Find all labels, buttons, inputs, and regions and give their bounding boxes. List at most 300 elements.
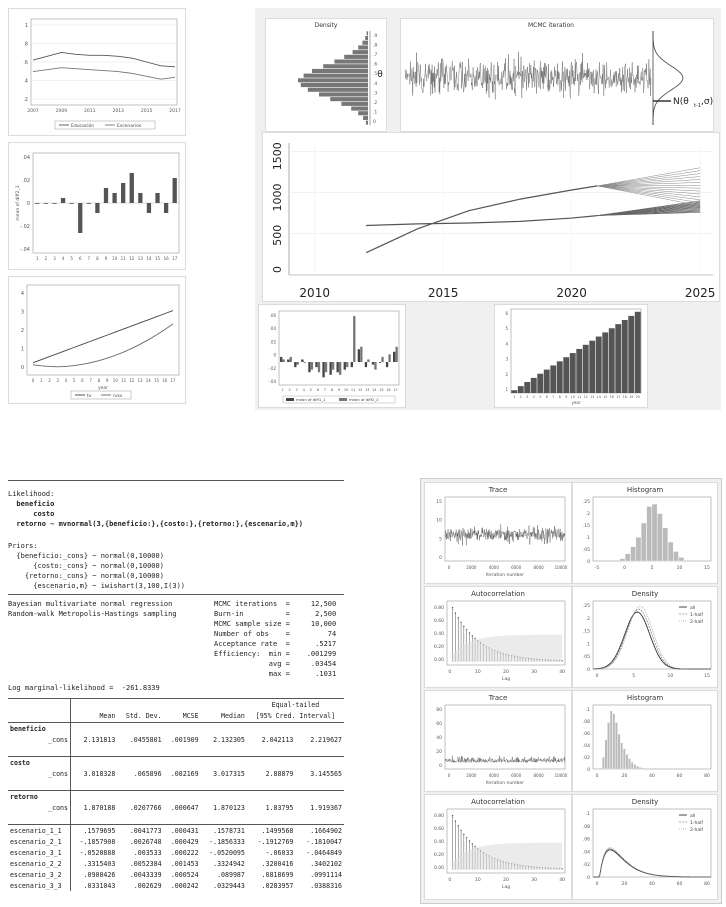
- cell: .000429: [170, 837, 199, 846]
- acf-point: [469, 632, 470, 633]
- cell: 2.88879: [265, 769, 294, 778]
- acf-point: [455, 612, 456, 613]
- cell: .003533: [133, 848, 162, 857]
- legend-label: 1-half: [690, 821, 703, 826]
- x-axis-label: year: [97, 386, 109, 391]
- cell: 1.870188: [83, 803, 116, 812]
- y-tick-label: .06: [269, 313, 276, 318]
- y-tick-label: .06: [582, 837, 590, 843]
- x-tick-label: 4: [532, 395, 535, 399]
- cell: .0388316: [310, 881, 342, 890]
- acf-point: [455, 820, 456, 821]
- density-bar: [330, 97, 368, 101]
- cell: -.0464849: [306, 848, 342, 857]
- density-line: [593, 850, 711, 877]
- y-tick-label: .1: [373, 110, 378, 116]
- cell: 2.042113: [261, 735, 294, 744]
- x-tick-label: 20: [503, 878, 509, 883]
- y-tick-label: 0.20: [433, 645, 444, 650]
- table-row: [8, 880, 344, 891]
- hist-bar: [605, 740, 607, 769]
- bar: [78, 203, 82, 233]
- x-tick-label: 3: [53, 256, 56, 261]
- x-tick-label: 40: [559, 878, 566, 883]
- bar: [563, 357, 569, 393]
- y-tick-label: 0: [439, 556, 442, 561]
- diag-hist-1: [572, 482, 718, 584]
- bar: [325, 362, 327, 372]
- x-tick-label: 0: [447, 773, 451, 778]
- y-tick-label: 5: [505, 326, 508, 332]
- cell: 1.919367: [310, 803, 342, 812]
- summary-right: max = .1031: [214, 670, 337, 678]
- y-tick-label: .02: [22, 178, 30, 184]
- y-tick-label: .08: [582, 824, 590, 830]
- hist-bar: [607, 722, 609, 769]
- y-tick-label: .05: [582, 655, 590, 661]
- x-tick-label: 6: [316, 388, 319, 392]
- y-tick-label: 0.40: [433, 632, 444, 637]
- bar: [322, 362, 324, 377]
- bar: [337, 362, 339, 372]
- x-tick-label: 17: [170, 378, 176, 383]
- summary-right: Number of obs = 74: [214, 630, 337, 638]
- acf-point: [472, 843, 473, 844]
- chart-title: Trace: [488, 486, 508, 494]
- acf-point: [463, 834, 464, 835]
- table-row: [8, 802, 344, 813]
- acf-point: [452, 815, 453, 816]
- bar: [35, 203, 39, 204]
- density-bar: [319, 92, 368, 96]
- x-tick-label: 6000: [511, 773, 522, 778]
- diag-trace-1: [424, 482, 572, 584]
- cell: .001909: [170, 735, 199, 744]
- bar: [583, 345, 589, 393]
- group-name: beneficio: [8, 723, 71, 735]
- x-tick-label: 0: [595, 674, 599, 679]
- diag-acf-2: [424, 794, 572, 900]
- row-label: _cons: [8, 734, 71, 745]
- x-tick-label: 1: [281, 388, 284, 392]
- y-tick-label: .04: [22, 155, 30, 161]
- chart-title: Autocorrelation: [471, 590, 525, 598]
- y-tick-label: .15: [582, 524, 590, 529]
- y-tick-label: 20: [436, 750, 442, 755]
- hist-bar: [679, 557, 684, 561]
- y-axis-label: mean of diff2_1: [16, 185, 21, 221]
- x-tick-label: 2: [44, 256, 48, 261]
- x-tick-label: 5: [539, 395, 542, 399]
- chart-title: Histogram: [626, 486, 664, 494]
- y-tick-label: .6: [373, 62, 378, 68]
- y-tick-label: .02: [582, 756, 590, 761]
- y-tick-label: .04: [269, 326, 276, 332]
- fan-path: [597, 186, 700, 206]
- bar: [393, 352, 395, 362]
- x-tick-label: 19: [629, 395, 634, 399]
- x-tick-label: 5: [309, 388, 312, 392]
- x-tick-label: 6000: [511, 565, 522, 570]
- x-tick-label: 17: [172, 256, 178, 261]
- density-bar: [344, 55, 368, 59]
- bar: [351, 362, 353, 367]
- bar-chart-bottom-center-svg: [259, 305, 405, 407]
- x-tick-label: 2000: [466, 773, 477, 778]
- series-line: [33, 68, 175, 79]
- cell: .3200416: [261, 859, 294, 868]
- estimates-table: [8, 698, 344, 891]
- bar: [294, 362, 296, 367]
- y-tick-label: .2: [23, 97, 28, 103]
- cell: -.06033: [265, 848, 294, 857]
- table-header-equal-tailed: Equal-tailed: [247, 699, 344, 711]
- x-tick-label: 15: [603, 395, 608, 399]
- legend-label: tv: [87, 394, 92, 399]
- cell: -.0520888: [79, 848, 116, 857]
- cell: .000242: [170, 881, 199, 890]
- x-tick-label: 4: [61, 256, 65, 261]
- x-axis-label: year: [571, 400, 581, 405]
- diag-hist-2: [572, 690, 718, 792]
- cell: -.1857908: [79, 837, 116, 846]
- bar: [280, 357, 282, 362]
- series-line: [33, 324, 173, 367]
- diag-density-2-svg: [573, 795, 717, 899]
- cell: .1499568: [247, 825, 296, 837]
- chart-title: Autocorrelation: [471, 798, 525, 806]
- cell: .0329443: [213, 881, 245, 890]
- density-bar: [362, 41, 368, 45]
- trace-line: [445, 756, 565, 763]
- x-tick-label: 2007: [27, 109, 39, 114]
- hist-bar: [636, 766, 638, 769]
- x-tick-label: 4000: [488, 565, 499, 570]
- y-tick-label: 40: [436, 736, 442, 741]
- trace-line: [405, 52, 651, 99]
- bar: [297, 362, 299, 365]
- bar: [353, 316, 355, 362]
- model-line: {retorno:_cons} ~ normal(0,10000): [8, 572, 164, 580]
- x-tick-label: 14: [145, 378, 151, 383]
- hist-bar: [618, 734, 620, 769]
- cell: 3.017315: [213, 769, 245, 778]
- x-axis-label: Lag: [501, 677, 511, 682]
- hist-bar: [628, 759, 630, 769]
- bar: [287, 359, 289, 362]
- acf-point: [472, 635, 473, 636]
- mcmc-trace-panel: [400, 18, 714, 132]
- x-tick-label: 16: [609, 395, 614, 399]
- density-bar: [312, 69, 368, 73]
- x-tick-label: 10: [475, 878, 481, 883]
- legend-label: mean of diff1_1: [296, 397, 326, 402]
- acf-point: [469, 840, 470, 841]
- legend-label: mean of diff2_2: [349, 397, 379, 402]
- chart-title: Density: [631, 590, 659, 598]
- density-bar: [308, 88, 368, 92]
- x-tick-label: 17: [616, 395, 621, 399]
- confidence-band: [453, 635, 563, 662]
- bar: [365, 362, 367, 367]
- hist-bar: [620, 559, 625, 561]
- diag-hist-1-svg: [573, 483, 717, 583]
- summary-right: avg = .03454: [214, 660, 337, 668]
- y-tick-label: 0.60: [433, 619, 444, 624]
- summary-right: MCMC sample size = 10,000: [214, 620, 337, 628]
- bar: [576, 349, 582, 393]
- x-tick-label: 30: [531, 878, 537, 883]
- cell: .1579695: [71, 825, 118, 837]
- line-chart-bottom-left: [8, 276, 186, 404]
- bar: [557, 361, 563, 393]
- legend-label: all: [690, 814, 696, 819]
- legend-label: rvss: [113, 394, 123, 399]
- table-row: [8, 869, 344, 880]
- y-tick-label: 4: [505, 341, 508, 347]
- cell: 3.145565: [310, 769, 342, 778]
- y-tick-label: .6: [23, 60, 28, 66]
- row-label: escenario_2_1: [8, 836, 71, 847]
- diag-trace-2: [424, 690, 572, 792]
- mcmc-trace-panel-svg: [401, 19, 713, 131]
- bar: [511, 390, 517, 393]
- y-tick-label: 0: [587, 876, 590, 881]
- hist-bar: [636, 537, 641, 561]
- diag-acf-1: [424, 586, 572, 688]
- summary-right: Acceptance rate = .5217: [214, 640, 337, 648]
- bar: [339, 362, 341, 375]
- y-tick-label: .06: [582, 732, 590, 737]
- x-tick-label: 9: [105, 378, 109, 383]
- cell: .1664902: [295, 825, 344, 837]
- density-bar: [351, 107, 368, 111]
- cell: .002629: [133, 881, 162, 890]
- plot-frame: [593, 809, 711, 877]
- x-axis-label: Iteration number: [485, 781, 525, 786]
- x-tick-label: 17: [393, 388, 398, 392]
- y-tick-label: 500: [271, 224, 284, 246]
- density-bar: [341, 102, 368, 106]
- x-tick-label: 2015: [427, 286, 459, 300]
- x-tick-label: 0: [595, 774, 599, 779]
- row-label: escenario_1_1: [8, 825, 71, 837]
- x-tick-label: 0: [448, 670, 452, 675]
- bar: [615, 324, 621, 393]
- x-tick-label: 15: [154, 256, 161, 261]
- x-tick-label: 11: [121, 378, 127, 383]
- cell: 2.132305: [213, 735, 245, 744]
- stata-output: [8, 480, 344, 890]
- density-bar: [363, 116, 368, 120]
- density-bar: [323, 64, 368, 68]
- x-axis-label: Iteration number: [485, 573, 525, 578]
- y-tick-label: .1: [585, 708, 590, 713]
- hist-bar: [634, 764, 636, 769]
- x-tick-label: 10000: [554, 565, 568, 570]
- x-tick-label: 12: [129, 256, 135, 261]
- x-tick-label: 13: [590, 395, 595, 399]
- y-tick-label: 0.00: [433, 866, 444, 871]
- bar: [104, 188, 108, 203]
- cell: .0331043: [83, 881, 116, 890]
- cell: .3315403: [83, 859, 116, 868]
- x-tick-label: 2017: [169, 109, 181, 114]
- proposal-label: N(θ: [673, 97, 689, 107]
- bar: [537, 374, 543, 393]
- cell: 1.83795: [265, 803, 294, 812]
- legend-label: Escenarios: [117, 124, 142, 129]
- cell: 2.219627: [310, 735, 342, 744]
- bar: [315, 362, 317, 367]
- cell: .089987: [217, 870, 245, 879]
- x-tick-label: 40: [559, 670, 566, 675]
- acf-point: [474, 638, 475, 639]
- x-tick-label: 16: [386, 388, 391, 392]
- x-tick-label: 10: [112, 256, 118, 261]
- y-tick-label: 80: [436, 708, 442, 713]
- series-line: [33, 311, 173, 363]
- bar: [388, 354, 390, 362]
- x-tick-label: 10: [112, 378, 118, 383]
- x-tick-label: 13: [365, 388, 370, 392]
- bar: [121, 183, 125, 203]
- acf-point: [474, 846, 475, 847]
- bar: [70, 203, 74, 204]
- cell: .002169: [170, 769, 199, 778]
- y-tick-label: .04: [582, 744, 590, 749]
- y-tick-label: .25: [582, 604, 590, 609]
- x-axis-label: Lag: [501, 885, 511, 890]
- hist-bar: [642, 768, 644, 769]
- bar: [596, 337, 602, 393]
- x-tick-label: 2020: [556, 286, 587, 300]
- bar-chart-mid-left-svg: [9, 143, 185, 269]
- y-tick-label: 3: [20, 309, 24, 316]
- x-tick-label: 2015: [140, 109, 153, 114]
- x-tick-label: 15: [153, 378, 160, 383]
- y-tick-label: -.04: [268, 379, 276, 384]
- x-tick-label: 20: [635, 395, 640, 399]
- bar: [332, 362, 334, 370]
- legend-label: 2-half: [690, 828, 703, 833]
- x-tick-label: 7: [323, 388, 326, 392]
- table-header-mcse: MCSE: [182, 712, 199, 720]
- line-chart-top-left: [8, 8, 186, 136]
- cell: .065896: [133, 769, 162, 778]
- proposal-curve: [653, 31, 683, 125]
- history-line: [366, 216, 597, 226]
- bar: [358, 349, 360, 362]
- group-name: costo: [8, 757, 71, 769]
- y-tick-label: 0: [587, 768, 590, 773]
- density-bar: [334, 60, 368, 64]
- legend-label: all: [690, 606, 696, 611]
- x-tick-label: 20: [621, 882, 628, 887]
- bar: [544, 370, 550, 393]
- bar: [395, 347, 397, 362]
- x-tick-label: 4000: [488, 773, 499, 778]
- acf-point: [452, 607, 453, 608]
- table-row: [8, 734, 344, 745]
- row-label: escenario_3_3: [8, 880, 71, 891]
- summary-left: Log marginal-likelihood = -261.8339: [8, 684, 160, 692]
- x-tick-label: 3: [295, 388, 298, 392]
- bar: [635, 312, 641, 393]
- diag-acf-1-svg: [425, 587, 571, 687]
- y-tick-label: .08: [582, 720, 590, 725]
- x-tick-label: 11: [350, 388, 356, 392]
- x-tick-label: 13: [137, 378, 143, 383]
- x-tick-label: 12: [129, 378, 135, 383]
- density-panel-svg: [266, 19, 386, 131]
- y-tick-label: 60: [436, 722, 442, 727]
- theta-symbol: θ: [377, 70, 383, 80]
- x-tick-label: 0: [31, 378, 35, 383]
- x-tick-label: 9: [565, 395, 568, 399]
- chart-title: Histogram: [626, 694, 664, 702]
- diag-density-1-svg: [573, 587, 717, 687]
- legend-label: 1-half: [690, 613, 703, 618]
- bar: [308, 362, 310, 372]
- y-tick-label: 0: [439, 764, 442, 769]
- x-tick-label: 0: [595, 882, 599, 887]
- x-tick-label: 40: [649, 774, 655, 779]
- trace-line: [445, 524, 565, 545]
- line-chart-top-left-svg: [9, 9, 185, 135]
- hist-bar: [652, 504, 657, 561]
- cell: .000431: [164, 825, 201, 837]
- cell: 1.870123: [213, 803, 245, 812]
- summary-right: MCMC iterations = 12,500: [214, 600, 337, 608]
- proposal-label-tail: ,σ): [701, 97, 714, 107]
- cell: .3324942: [213, 859, 245, 868]
- hist-bar: [615, 722, 617, 769]
- x-tick-label: 2009: [55, 109, 68, 114]
- hist-bar: [613, 714, 615, 769]
- hist-bar: [621, 743, 623, 769]
- x-tick-label: 16: [162, 378, 168, 383]
- y-tick-label: 0: [26, 201, 30, 207]
- y-tick-label: 5: [439, 537, 442, 543]
- x-tick-label: 15: [704, 674, 710, 679]
- y-tick-label: 0: [373, 120, 376, 125]
- hist-bar: [639, 767, 641, 769]
- x-tick-label: 6: [78, 256, 82, 261]
- model-line: beneficio: [8, 500, 55, 508]
- diag-density-2: [572, 794, 718, 900]
- model-line: retorno ~ mvnormal(3,{beneficio:},{costo:},{retorno:},{escenario,m}): [8, 520, 304, 528]
- cell: .0818699: [261, 870, 294, 879]
- y-tick-label: -.04: [20, 247, 30, 253]
- bar: [379, 362, 381, 363]
- plot-frame: [511, 309, 641, 393]
- density-bar: [298, 78, 368, 82]
- density-line: [593, 848, 711, 877]
- x-tick-label: 9: [104, 256, 108, 261]
- cell: .000647: [170, 803, 199, 812]
- summary-right: Efficiency: min = .001299: [214, 650, 337, 658]
- bar: [130, 173, 134, 203]
- x-tick-label: 2010: [299, 286, 330, 300]
- hist-bar: [647, 506, 652, 561]
- proposal-subscript: t-1: [694, 103, 701, 109]
- hist-bar: [610, 711, 612, 769]
- cell: .001453: [170, 859, 199, 868]
- x-tick-label: 2000: [466, 565, 477, 570]
- y-tick-label: 0.80: [433, 814, 444, 819]
- bar: [360, 347, 362, 362]
